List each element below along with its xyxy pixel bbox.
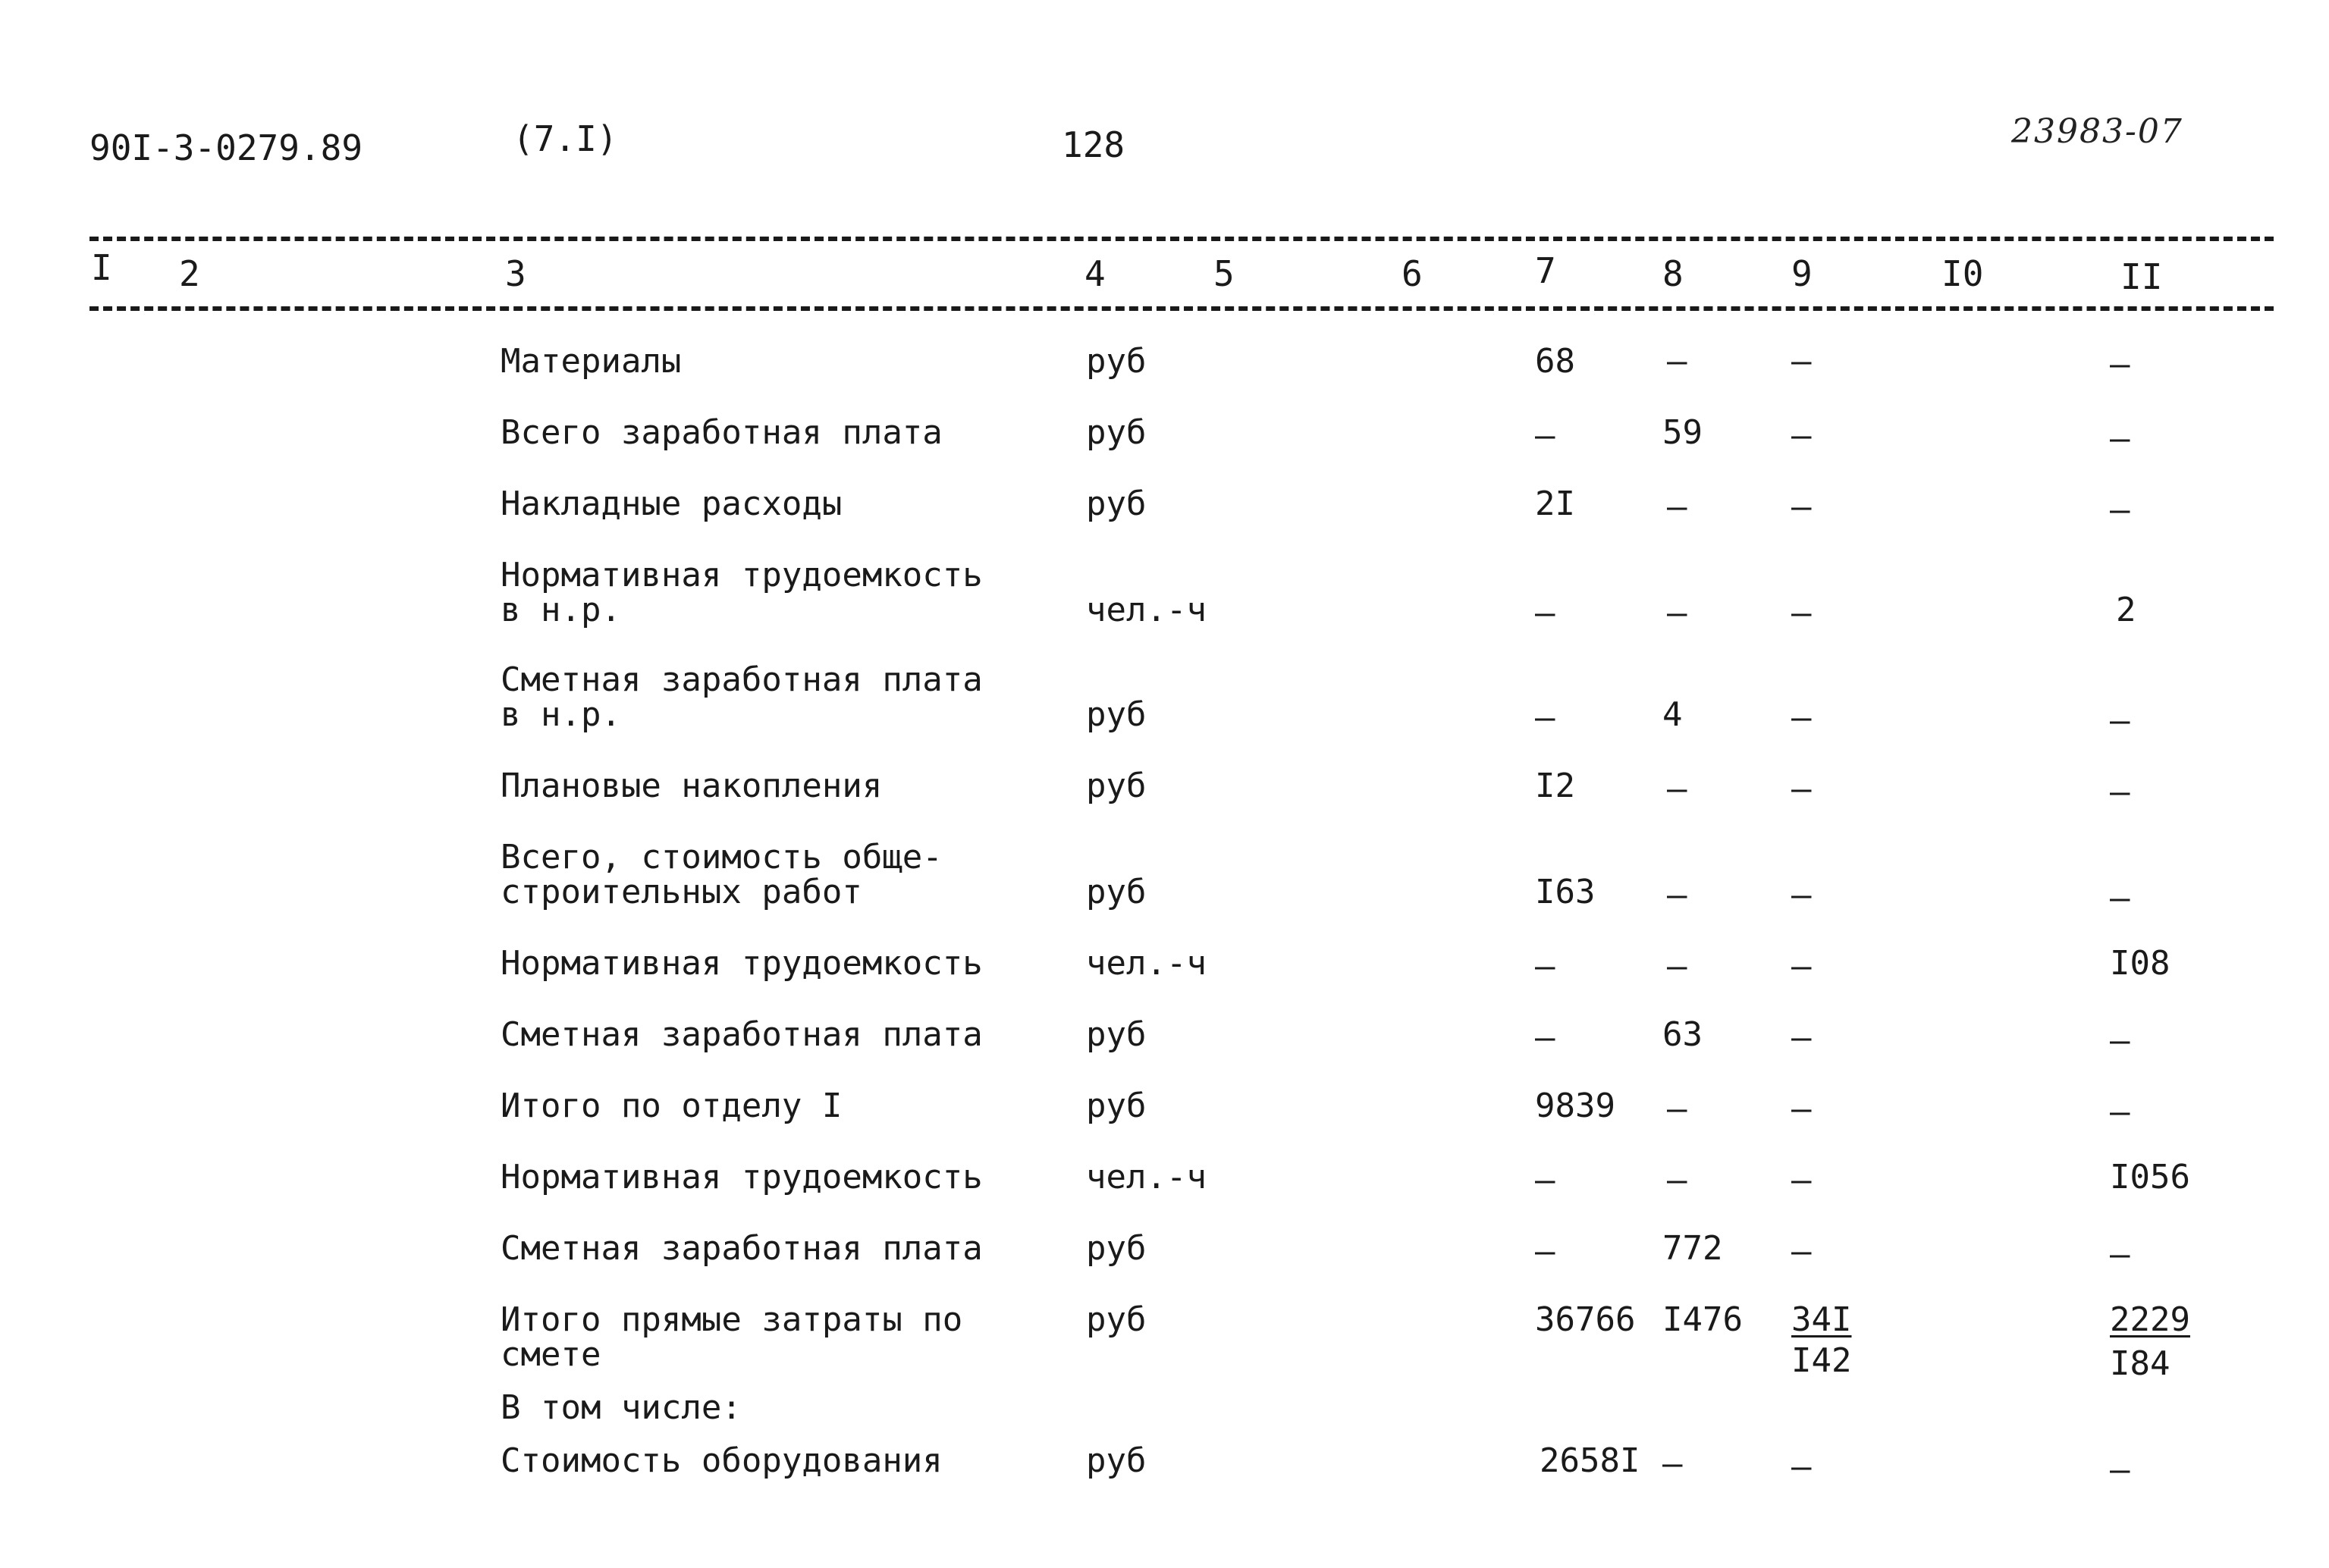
row-col11: I08 (2110, 944, 2170, 983)
row-description-line2: смете (501, 1335, 601, 1374)
page-number: 128 (1062, 124, 1125, 165)
row-col9: – (1791, 1447, 1812, 1486)
row-col8: – (1667, 594, 1687, 632)
row-unit: руб (1086, 873, 1147, 911)
row-unit: руб (1086, 1087, 1147, 1125)
row-col7: I2 (1535, 767, 1575, 805)
section-number: (7.I) (513, 118, 618, 159)
column-number: 8 (1662, 253, 1684, 294)
row-unit: чел.-ч (1086, 944, 1207, 983)
row-description: Итого прямые затраты по (501, 1300, 963, 1339)
row-col11: – (2110, 701, 2130, 740)
row-col8: I476 (1662, 1300, 1743, 1339)
row-col8: 4 (1662, 695, 1683, 734)
row-unit: руб (1086, 485, 1147, 523)
row-col11: – (2110, 345, 2130, 384)
row-description: Сметная заработная плата (501, 1229, 983, 1268)
row-col11: 2 (2116, 591, 2136, 629)
row-unit: руб (1086, 1300, 1147, 1339)
row-description: Сметная заработная плата (501, 660, 983, 699)
row-col7: 2I (1535, 485, 1575, 523)
column-number: 7 (1535, 250, 1556, 291)
row-unit: чел.-ч (1086, 591, 1207, 629)
column-number: 4 (1084, 253, 1106, 294)
row-col9: – (1791, 1090, 1812, 1128)
row-col9: – (1791, 1232, 1812, 1271)
row-unit: руб (1086, 413, 1147, 452)
row-col8: – (1667, 342, 1687, 381)
row-description: Стоимость оборудования (501, 1441, 943, 1480)
row-col7: – (1535, 1161, 1555, 1200)
row-col11: I056 (2110, 1158, 2190, 1196)
column-number: 5 (1213, 253, 1235, 294)
row-description: Всего, стоимость обще- (501, 838, 943, 877)
including-label: В том числе: (501, 1388, 742, 1427)
row-col7: – (1535, 416, 1555, 455)
row-description-line2: в н.р. (501, 591, 621, 629)
row-col9: – (1791, 876, 1812, 914)
row-description-line2: строительных работ (501, 873, 862, 911)
row-description: Нормативная трудоемкость (501, 556, 983, 594)
row-col9-denominator: I42 (1791, 1341, 1852, 1380)
column-number: I0 (1941, 253, 1984, 294)
row-unit: руб (1086, 695, 1147, 734)
column-number: I (91, 247, 112, 288)
row-col11: – (2110, 773, 2130, 811)
row-col7: 9839 (1535, 1087, 1615, 1125)
row-description-line2: в н.р. (501, 695, 621, 734)
document-code: 90I-3-0279.89 (89, 127, 363, 168)
row-col8: – (1667, 1161, 1687, 1200)
row-description: Материалы (501, 342, 682, 381)
row-col11-denominator: I84 (2110, 1344, 2170, 1383)
row-description: Всего заработная плата (501, 413, 943, 452)
row-col9: – (1791, 698, 1812, 737)
row-col7: – (1535, 947, 1555, 986)
row-unit: чел.-ч (1086, 1158, 1207, 1196)
row-col8: – (1667, 947, 1687, 986)
row-col9: – (1791, 488, 1812, 526)
row-unit: руб (1086, 767, 1147, 805)
row-unit: руб (1086, 1015, 1147, 1054)
archive-stamp: 23983-07 (2011, 112, 2183, 151)
row-col7: 2658I (1540, 1441, 1640, 1480)
row-col8: 63 (1662, 1015, 1703, 1054)
row-col7: – (1535, 594, 1555, 632)
row-col11: – (2110, 1021, 2130, 1060)
row-col8: – (1662, 1444, 1683, 1483)
column-number: II (2120, 256, 2163, 297)
row-unit: руб (1086, 1441, 1147, 1480)
row-col11: – (2110, 879, 2130, 917)
row-col11: – (2110, 419, 2130, 458)
row-col9: – (1791, 947, 1812, 986)
header-rule-top (89, 237, 2274, 241)
row-col11: – (2110, 1450, 2130, 1489)
column-number: 2 (179, 253, 200, 294)
row-description: Нормативная трудоемкость (501, 944, 983, 983)
row-col8: – (1667, 770, 1687, 808)
row-col7: – (1535, 1018, 1555, 1057)
row-col7: – (1535, 698, 1555, 737)
row-col9: – (1791, 416, 1812, 455)
row-col9: – (1791, 342, 1812, 381)
row-col8: – (1667, 1090, 1687, 1128)
row-unit: руб (1086, 1229, 1147, 1268)
row-col9: – (1791, 594, 1812, 632)
row-description: Плановые накопления (501, 767, 883, 805)
column-number: 6 (1401, 253, 1423, 294)
row-col8: – (1667, 488, 1687, 526)
row-col8: – (1667, 876, 1687, 914)
row-col7: – (1535, 1232, 1555, 1271)
row-col11: – (2110, 491, 2130, 529)
row-col11-numerator: 2229 (2110, 1300, 2190, 1339)
row-description: Нормативная трудоемкость (501, 1158, 983, 1196)
row-col11: – (2110, 1235, 2130, 1274)
row-col9: – (1791, 1161, 1812, 1200)
row-col7: 36766 (1535, 1300, 1636, 1339)
row-col9: – (1791, 770, 1812, 808)
column-number: 3 (505, 253, 526, 294)
row-description: Сметная заработная плата (501, 1015, 983, 1054)
row-description: Итого по отделу I (501, 1087, 843, 1125)
row-col11: – (2110, 1093, 2130, 1131)
row-col8: 772 (1662, 1229, 1723, 1268)
row-unit: руб (1086, 342, 1147, 381)
row-col7: 68 (1535, 342, 1575, 381)
row-col9: – (1791, 1018, 1812, 1057)
row-col8: 59 (1662, 413, 1703, 452)
row-col9-numerator: 34I (1791, 1300, 1852, 1339)
row-col7: I63 (1535, 873, 1596, 911)
header-rule-bottom (89, 306, 2274, 311)
column-number: 9 (1791, 253, 1813, 294)
row-description: Накладные расходы (501, 485, 843, 523)
